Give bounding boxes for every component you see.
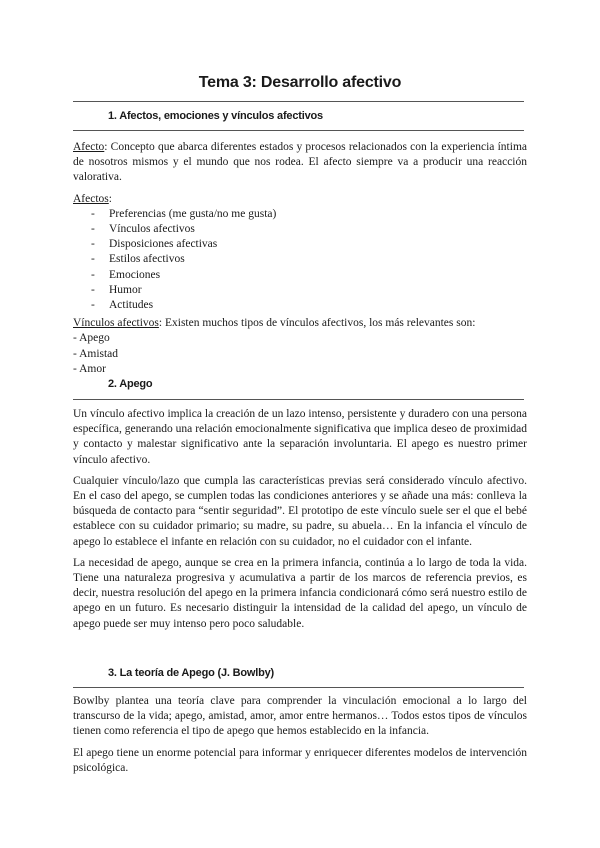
paragraph: Cualquier vínculo/lazo que cumpla las características previas será considerado vínculo afectivo. En el caso del apego, se cumplen todas las condiciones anteriores y se añade una más: conlleva la búsqueda de contacto para “sentir seguridad”. El prototipo de este vínculo suele ser el que el bebé establece con su cuidador primario; su madre, su padre, su abuela… En la infancia el vínculo de apego lo establece el infante en relación con su cuidador, no el cuidador con el infante. xyxy=(73,474,527,548)
afectos-colon: : xyxy=(108,192,112,205)
paragraph: La necesidad de apego, aunque se crea en la primera infancia, continúa a lo largo de toda la vida. Tiene una naturaleza progresiva y acumulativa a partir de los marcos de referencia previos, es decir, nuestra resolución del apego en la primera infancia condicionará cómo será nuestro estilo de apego en un futuro. Es necesario distinguir la intensidad de la calidad del apego, un vínculo de apego puede ser muy intenso pero poco saludable. xyxy=(73,556,527,630)
list-item: - Estilos afectivos xyxy=(73,252,527,267)
afectos-label-line xyxy=(73,192,527,207)
section-3-body xyxy=(73,694,527,782)
afectos-label: Afectos xyxy=(73,192,109,205)
section-3-divider xyxy=(73,687,524,688)
list-item: - Preferencias (me gusta/no me gusta) xyxy=(73,207,527,222)
title-divider xyxy=(73,101,524,102)
list-item: - Amor xyxy=(73,362,106,375)
section-2-divider xyxy=(73,399,524,400)
page-title: Tema 3: Desarrollo afectivo xyxy=(198,74,402,91)
paragraph: Bowlby plantea una teoría clave para comprender la vinculación emocional a lo largo del transcurso de la vida; apego, amistad, amor, amor entre hermanos… Todos estos tipos de vínculos tienen como referencia el tipo de apego que hemos establecido en la infancia. xyxy=(73,695,527,738)
afectos-list xyxy=(73,207,527,313)
list-item: - Disposiciones afectivas xyxy=(73,237,527,252)
section-3-heading: 3. La teoría de Apego (J. Bowlby) xyxy=(108,667,274,679)
list-item: - Vínculos afectivos xyxy=(73,222,527,237)
section-2-heading: 2. Apego xyxy=(108,378,153,390)
afecto-def-text: : Concepto que abarca diferentes estados y procesos relacionados con la experiencia íntima de nosotros mismos y el mundo que nos rodea. El afecto siempre va a producir una reacción valorativa. xyxy=(73,141,527,184)
section-1-heading: 1. Afectos, emociones y vínculos afectivos xyxy=(108,110,323,122)
vinculos-definition xyxy=(73,316,527,331)
vinculos-def-text: : Existen muchos tipos de vínculos afectivos, los más relevantes son: xyxy=(158,317,476,330)
paragraph: Un vínculo afectivo implica la creación de un lazo intenso, persistente y duradero con una persona específica, generando una relación emocionalmente significativa que implica deseo de proximidad y contacto y malestar significativo ante la separación involuntaria. El apego es nuestro primer vínculo afectivo. xyxy=(73,408,527,466)
section-1-divider xyxy=(73,130,524,131)
afecto-term: Afecto xyxy=(73,141,105,153)
list-item: - Apego xyxy=(73,332,110,345)
vinculos-term: Vínculos afectivos xyxy=(73,317,159,330)
list-item: - Emociones xyxy=(73,268,527,283)
paragraph: El apego tiene un enorme potencial para informar y enriquecer diferentes modelos de intervención psicológica. xyxy=(73,746,527,774)
section-2-body xyxy=(73,407,527,638)
list-item: - Amistad xyxy=(73,347,119,360)
list-item: - Actitudes xyxy=(73,298,527,313)
section-1-body xyxy=(73,140,527,377)
afecto-definition xyxy=(73,140,527,186)
list-item: - Humor xyxy=(73,283,527,298)
